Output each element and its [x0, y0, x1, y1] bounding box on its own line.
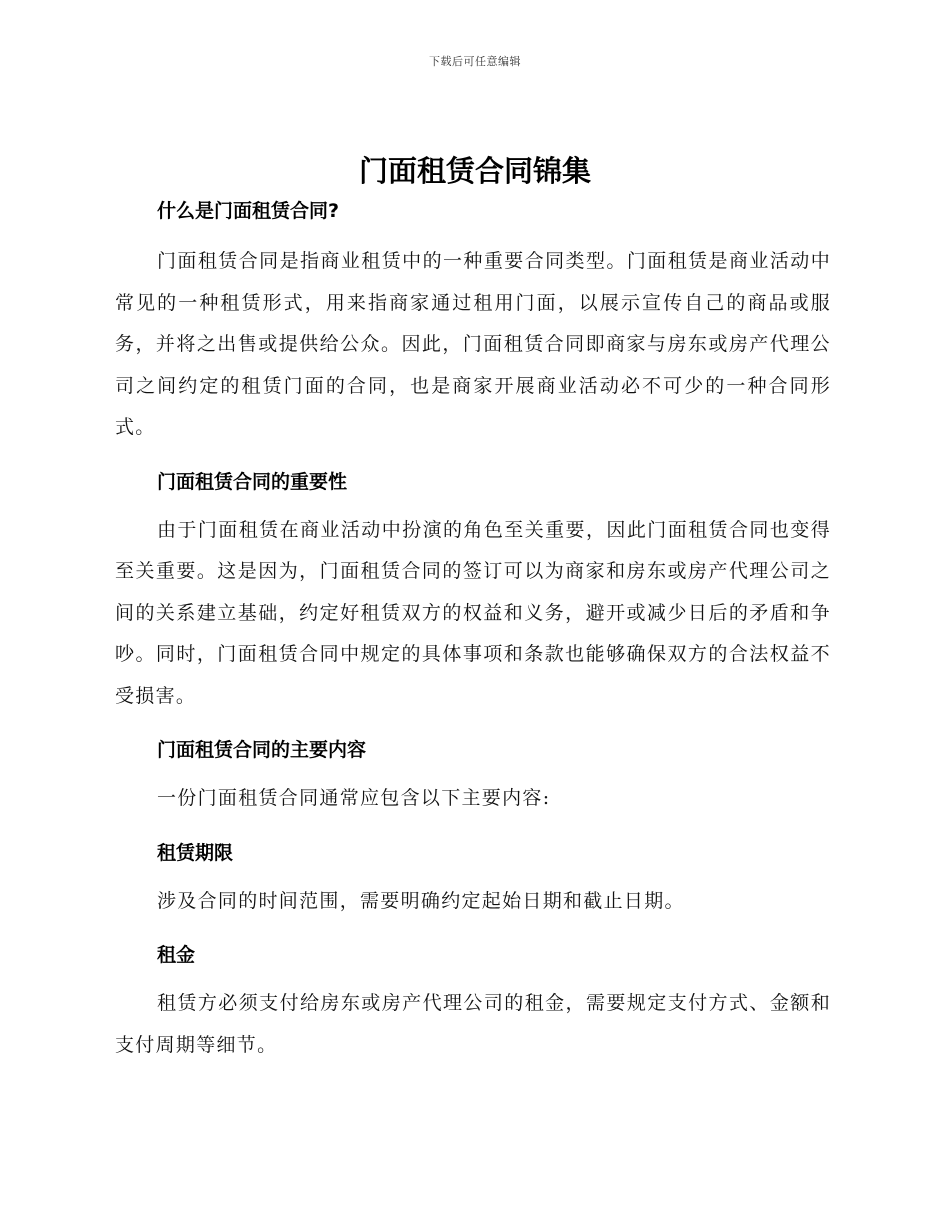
document-body	[115, 198, 831, 1066]
section-heading-what-is: 什么是门面租赁合同?	[157, 200, 340, 222]
paragraph-what-is: 门面租赁合同是指商业租赁中的一种重要合同类型。门面租赁是商业活动中常见的一种租赁形式，用来指商家通过租用门面，以展示宣传自己的商品或服务，并将之出售或提供给公众。因此，门面租赁合同即商家与房东或房产代理公司之间约定的租赁门面的合同，也是商家开展商业活动必不可少的一种合同形式。	[115, 250, 831, 438]
document-title: 门面租赁合同锦集	[358, 154, 591, 188]
section-heading-rent: 租金	[157, 944, 196, 966]
section-heading-lease-term: 租赁期限	[157, 841, 234, 864]
section-heading-importance: 门面租赁合同的重要性	[157, 470, 348, 493]
page-header-note: 下载后可任意编辑	[429, 55, 521, 68]
paragraph-main-content: 一份门面租赁合同通常应包含以下主要内容:	[157, 787, 551, 809]
paragraph-importance: 由于门面租赁在商业活动中扮演的角色至关重要，因此门面租赁合同也变得至关重要。这是因为，门面租赁合同的签订可以为商家和房东或房产代理公司之间的关系建立基础，约定好租赁双方的权益和义务，避开或减少日后的矛盾和争吵。同时，门面租赁合同中规定的具体事项和条款也能够确保双方的合法权益不受损害。	[115, 518, 831, 707]
paragraph-lease-term: 涉及合同的时间范围，需要明确约定起始日期和截止日期。	[157, 889, 685, 912]
section-heading-main-content: 门面租赁合同的主要内容	[157, 739, 367, 761]
paragraph-rent: 租赁方必须支付给房东或房产代理公司的租金，需要规定支付方式、金额和支付周期等细节。	[115, 992, 831, 1056]
